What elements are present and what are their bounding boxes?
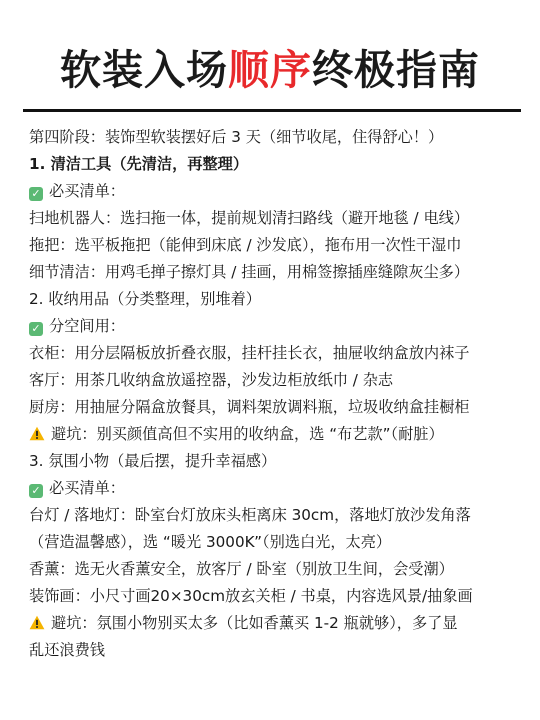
section-heading-cleaning: 1. 清洁工具（先清洁，再整理） [29,155,249,173]
warning-continuation: 乱还浪费钱 [29,641,105,659]
title-part2: 终极指南 [312,46,480,94]
warning-line [29,421,519,448]
page-title [0,40,540,100]
list-item: 台灯 / 落地灯：卧室台灯放床头柜离床 30cm，落地灯放沙发角落 [29,506,471,524]
list-item: 扫地机器人：选扫拖一体，提前规划清扫路线（避开地毯 / 电线） [29,209,470,227]
title-underline [23,109,521,112]
guide-content [29,124,519,664]
list-item-continuation: （营造温馨感），选 “暖光 3000K”（别选白光，太亮） [29,533,392,551]
check-mark-icon: ✓ [29,322,43,336]
section-heading-storage: 2. 收纳用品（分类整理，别堆着） [29,290,261,308]
checklist-label [29,313,519,340]
stage-line: 第四阶段：装饰型软装摆好后 3 天（细节收尾，住得舒心！） [29,128,444,146]
check-mark-icon: ✓ [29,187,43,201]
list-item: 衣柜：用分层隔板放折叠衣服，挂杆挂长衣，抽屉收纳盒放内袜子 [29,344,470,362]
list-item: 厨房：用抽屉分隔盒放餐具，调料架放调料瓶，垃圾收纳盒挂橱柜 [29,398,470,416]
list-item: 香薰：选无火香薰安全，放客厅 / 卧室（别放卫生间，会受潮） [29,560,454,578]
checklist-text: 分空间用： [49,317,125,335]
section-heading-ambience: 3. 氛围小物（最后摆，提升幸福感） [29,452,277,470]
list-item: 拖把：选平板拖把（能伸到床底 / 沙发底），拖布用一次性干湿巾 [29,236,462,254]
list-item: 细节清洁：用鸡毛掸子擦灯具 / 挂画，用棉签擦插座缝隙灰尘多） [29,263,470,281]
list-item: 装饰画：小尺寸画20×30cm放玄关柜 / 书桌，内容选风景/抽象画 [29,587,473,605]
warning-icon [29,615,45,630]
list-item: 客厅：用茶几收纳盒放遥控器，沙发边柜放纸巾 / 杂志 [29,371,394,389]
warning-icon [29,426,45,441]
warning-line [29,610,519,637]
check-mark-icon: ✓ [29,484,43,498]
warning-text: 避坑：氛围小物别买太多（比如香薰买 1-2 瓶就够），多了显 [51,614,458,632]
checklist-text: 必买清单： [49,479,125,497]
checklist-label [29,475,519,502]
title-highlight: 顺序 [228,46,312,94]
warning-text: 避坑：别买颜值高但不实用的收纳盒，选 “布艺款”（耐脏） [51,425,444,443]
title-block [0,40,540,100]
checklist-label [29,178,519,205]
title-part1: 软装入场 [60,46,228,94]
checklist-text: 必买清单： [49,182,125,200]
